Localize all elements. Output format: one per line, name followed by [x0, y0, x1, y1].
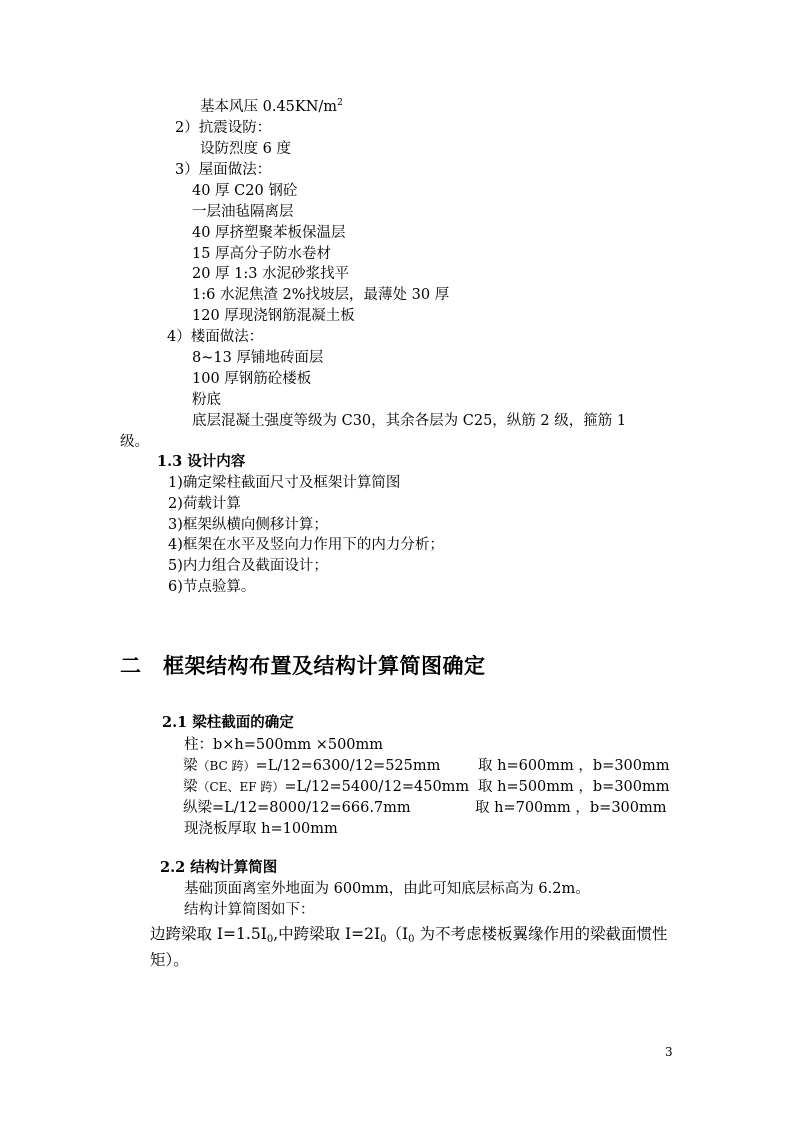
floor-layer-line: 8~13 厚铺地砖面层: [192, 350, 324, 366]
longitudinal-beam-take: 取 h=700mm ，b=300mm: [475, 800, 667, 816]
seismic-intensity-line: 设防烈度 6 度: [200, 141, 291, 157]
design-content-item: 5)内力组合及截面设计；: [168, 558, 328, 574]
roof-item: 3）屋面做法：: [175, 162, 272, 178]
slab-thickness-line: 现浇板厚取 h=100mm: [184, 821, 338, 837]
roof-layer-line: 40 厚 C20 钢砼: [192, 183, 298, 199]
roof-layer-line: 1:6 水泥焦渣 2%找坡层，最薄处 30 厚: [192, 287, 450, 303]
beam-ce-ef-formula: 梁（CE、EF 跨）=L/12=5400/12=450mm: [183, 779, 470, 795]
concrete-grade-line: 底层混凝土强度等级为 C30，其余各层为 C25，纵筋 2 级，箍筋 1: [192, 413, 627, 429]
design-content-item: 4)框架在水平及竖向力作用下的内力分析；: [168, 537, 444, 553]
beam-bc-formula: 梁（BC 跨）=L/12=6300/12=525mm: [183, 758, 441, 774]
section-2-1-heading: 2.1 梁柱截面的确定: [162, 714, 294, 731]
floor-layer-line: 100 厚钢筋砼楼板: [192, 371, 312, 387]
inertia-paragraph-end: 矩）。: [150, 951, 189, 969]
design-content-item: 3)框架纵横向侧移计算；: [168, 517, 328, 533]
wind-pressure-line: 基本风压 $0.45KN/m^2$: [200, 98, 343, 115]
roof-layer-line: 15 厚高分子防水卷材: [192, 246, 332, 262]
section-1-3-heading: 1.3 设计内容: [157, 453, 246, 470]
floor-layer-line: 粉底: [192, 392, 221, 408]
design-content-item: 6)节点验算。: [168, 579, 256, 595]
seismic-item: 2）抗震设防：: [175, 120, 272, 136]
roof-layer-line: 20 厚 1:3 水泥砂浆找平: [192, 266, 350, 282]
longitudinal-beam-formula: 纵梁=L/12=8000/12=666.7mm: [183, 800, 411, 816]
roof-layer-line: 40 厚挤塑聚苯板保温层: [192, 225, 346, 241]
page-number: 3: [665, 1045, 673, 1059]
design-content-item: 1)确定梁柱截面尺寸及框架计算简图: [168, 475, 401, 491]
roof-layer-line: 120 厚现浇钢筋混凝土板: [192, 308, 355, 324]
design-content-item: 2)荷载计算: [168, 496, 241, 512]
section-2-2-heading: 2.2 结构计算简图: [160, 859, 278, 876]
foundation-paragraph: 基础顶面离室外地面为 600mm，由此可知底层标高为 6.2m。: [184, 881, 590, 897]
chapter-2-title: 二 框架结构布置及结构计算简图确定: [120, 653, 486, 678]
concrete-grade-line-end: 级。: [120, 434, 149, 450]
floor-item: 4）楼面做法：: [167, 329, 264, 345]
diagram-intro-line: 结构计算简图如下：: [184, 902, 315, 918]
column-size-line: 柱：b×h=500mm ×500mm: [184, 737, 384, 753]
beam-bc-take: 取 h=600mm ，b=300mm: [478, 758, 670, 774]
inertia-paragraph: 边跨梁取 $I=1.5I_0$,中跨梁取 $I=2I_0(I_0$ 为不考虑楼板翼缘作用的梁截面惯性: [150, 925, 668, 945]
roof-layer-line: 一层油毡隔离层: [192, 204, 294, 220]
beam-ce-ef-take: 取 h=500mm ，b=300mm: [478, 779, 670, 795]
